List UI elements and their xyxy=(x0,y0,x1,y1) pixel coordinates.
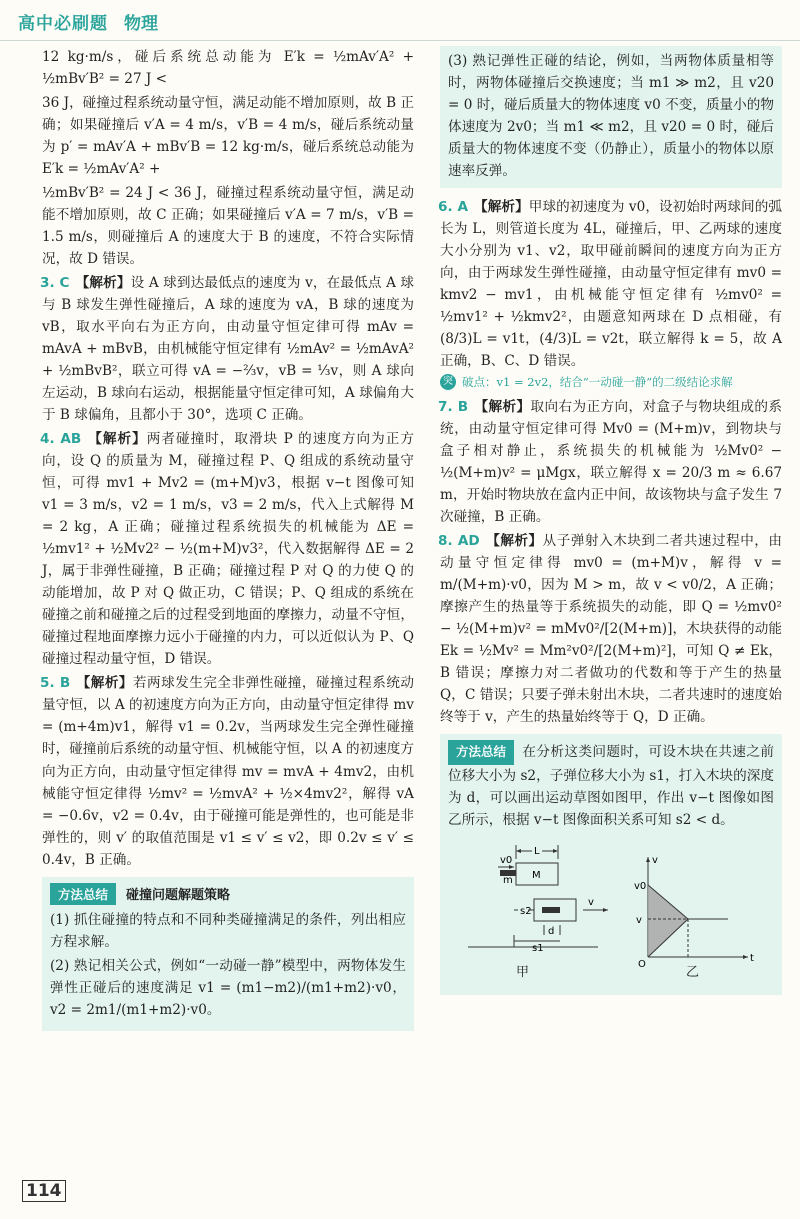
axis-t-label: t xyxy=(750,952,754,964)
origin-label: O xyxy=(638,958,646,970)
breakthrough-icon: 突 xyxy=(440,374,456,390)
breakthrough-text: 破点：v1 = 2v2，结合“一动碰一静”的二级结论求解 xyxy=(462,375,733,390)
question-8-text: 从子弹射入木块到二者共速过程中，由动量守恒定律得 mv0 = (m+M)v，解得 v = m/(M+m)·v0，因为 M > m，故 v < v0/2，A 正确；摩擦产生的热量等于系统损失的动能，即 Q = ½mv0² − ½(M+m)v² = mMv0²/[2(M+m)]，木块获得的动能 Ek = ½Mv² = Mm²v0²/[2(M+m)²]，可知 Q ≠ Ek，B 错误；摩擦力对二者做功的代数和等于产生的热量 Q，C 错误；只要子弹未射出木块，二者共速时的速度始终等于 v，产生的热量始终等于 Q，D 正确。 xyxy=(440,533,783,726)
method-summary-title: 碰撞问题解题策略 xyxy=(126,888,231,904)
question-6-solution xyxy=(440,196,782,372)
left-column xyxy=(42,46,414,1031)
analysis-tag: 【解析】 xyxy=(474,399,531,416)
figure-jia xyxy=(468,845,608,954)
figure-yi xyxy=(634,855,754,970)
method-summary-badge: 方法总结 xyxy=(50,883,116,905)
continuation-line-3: ½mBv′B² = 24 J < 36 J，碰撞过程系统动量守恒，满足动能不增加原则，故 C 正确；如果碰撞后 v′A = 7 m/s，v′B = 1.5 m/s，则碰撞后 A 的速度大于 B 的速度，不符合实际情况，故 D 错误。 xyxy=(42,185,414,268)
question-6-number: 6. A xyxy=(438,199,468,216)
right-column xyxy=(440,46,782,995)
method-summary-header xyxy=(50,883,406,905)
label-s1: s1 xyxy=(532,942,544,954)
breakthrough-note xyxy=(440,374,782,390)
question-4-solution xyxy=(42,428,414,670)
figure-jia-caption: 甲 xyxy=(516,964,530,980)
figure-area xyxy=(448,837,774,987)
method-summary-item-3: (3) 熟记弹性正碰的结论，例如，当两物体质量相等时，两物体碰撞后交换速度；当 m1 ≫ m2，且 v20 = 0 时，碰后质量大的物体速度 v0 不变，质量小的物体速度为 2v0；当 m1 ≪ m2，且 v20 = 0 时，碰后质量大的物体速度不变（仍静止），质量小的物体以原速率反弹。 xyxy=(448,53,774,180)
label-s2: s2 xyxy=(520,905,532,917)
book-title: 高中必刷题 xyxy=(18,13,108,34)
label-v-jia: v xyxy=(588,896,594,908)
method-summary-2-text: 方法总结 在分析这类问题时，可设木块在共速之前位移大小为 s2，子弹位移大小为 s1，打入木块的深度为 d，可以画出运动草图如图甲，作出 v−t 图像如图乙所示，根据 v−t 图像面积关系可知 s2 < d。 xyxy=(448,740,774,830)
v-tick: v xyxy=(636,914,642,926)
continuation-line-2: 36 J，碰撞过程系统动量守恒，满足动能不增加原则，故 B 正确；如果碰撞后 v′A = 4 m/s，v′B = 4 m/s，碰后系统动量为 p′ = mAv′A + mBv′B = 12 kg·m/s，碰后系统总动能为 E′k = ½mAv′A² + xyxy=(42,95,414,178)
continuation-line-1: 12 kg·m/s，碰后系统总动能为 E′k = ½mAv′A² + ½mBv′B² = 27 J < xyxy=(42,49,414,88)
label-L: L xyxy=(534,845,540,857)
question-7-text: 取向右为正方向，对盒子与物块组成的系统，由动量守恒定律可得 Mv0 = (M+m)v，到物块与盒子相对静止，系统损失的机械能为 ½Mv0² − ½(M+m)v² = μMgx，联立解得 x = 20/3 m ≈ 6.67 m，开始时物块放在盒内正中间，故该物块与盒子发生 7 次碰撞，B 正确。 xyxy=(440,399,783,526)
label-M: M xyxy=(532,869,541,881)
analysis-tag: 【解析】 xyxy=(473,199,529,216)
question-7-solution xyxy=(440,396,782,528)
shaded-area xyxy=(648,885,688,957)
motion-sketch-and-vt-graph xyxy=(448,837,778,987)
question-8-solution xyxy=(440,530,782,728)
method-summary-2-badge: 方法总结 xyxy=(448,740,514,764)
question-8-number: 8. AD xyxy=(438,533,480,550)
analysis-tag: 【解析】 xyxy=(76,675,133,692)
question-3-solution xyxy=(42,272,414,426)
method-summary-item-1: (1) 抓住碰撞的特点和不同种类碰撞满足的条件，列出相应方程求解。 xyxy=(50,911,406,950)
figure-yi-caption: 乙 xyxy=(686,964,700,980)
page-number: 114 xyxy=(22,1180,66,1202)
analysis-tag: 【解析】 xyxy=(87,431,147,448)
method-summary-box-2 xyxy=(440,734,782,994)
question-7-number: 7. B xyxy=(438,399,469,416)
label-v0: v0 xyxy=(500,854,513,866)
question-4-number: 4. AB xyxy=(40,431,82,448)
method-summary-box xyxy=(42,877,414,1031)
header-divider xyxy=(0,40,800,41)
label-d: d xyxy=(548,925,555,937)
question-4-text: 两者碰撞时，取滑块 P 的速度方向为正方向，设 Q 的质量为 M，碰撞过程 P、Q 组成的系统动量守恒，可得 mv1 + Mv2 = (m+M)v3，根据 v−t 图像可知 v1 = 3 m/s，v2 = 1 m/s，v3 = 2 m/s，代入上式解得 M = 2 kg，A 正确；碰撞过程系统损失的机械能为 ΔE = ½mv1² + ½Mv2² − ½(m+M)v3²，代入数据解得 ΔE = 2 J，属于非弹性碰撞，B 正确；碰撞过程 P 对 Q 的力使 Q 的动能增加，故 P 对 Q 做正功，C 错误；P、Q 组成的系统在碰撞之前和碰撞之后的过程受到地面的摩擦力，动量不守恒，碰撞过程地面摩擦力远小于碰撞的内力，可以近似认为 P、Q 碰撞过程动量守恒，D 错误。 xyxy=(42,431,414,668)
axis-v-label: v xyxy=(652,854,658,866)
question-6-text: 甲球的初速度为 v0，设初始时两球间的弧长为 L，则管道长度为 4L，碰撞后，甲、乙两球的速度大小分别为 v1、v2，取甲碰前瞬间的速度方向为正方向，由于两球发生弹性碰撞，由动量守恒定律有 mv0 = kmv2 − mv1，由机械能守恒定律有 ½mv0² = ½mv1² + ½kmv2²，由题意知两球在 D 点相碰，有 (8/3)L = v1t，(4/3)L = v2t，联立解得 k = 5，故 A 正确，B、C、D 错误。 xyxy=(440,199,782,370)
subject-title: 物理 xyxy=(124,13,158,34)
question-5-number: 5. B xyxy=(40,675,71,692)
v0-tick: v0 xyxy=(634,880,647,892)
label-m: m xyxy=(503,874,513,886)
analysis-tag: 【解析】 xyxy=(75,275,131,292)
question-3-number: 3. C xyxy=(40,275,70,292)
method-summary-continued xyxy=(440,46,782,188)
method-summary-item-2: (2) 熟记相关公式，例如“一动碰一静”模型中，两物体发生弹性正碰后的速度满足 v1 = (m1−m2)/(m1+m2)·v0，v2 = 2m1/(m1+m2)·v0。 xyxy=(50,957,406,1018)
question-5-text: 若两球发生完全非弹性碰撞，碰撞过程系统动量守恒，以 A 的初速度方向为正方向，由动量守恒定律得 mv = (m+4m)v1，解得 v1 = 0.2v，当两球发生完全弹性碰撞时，碰撞前后系统的动量守恒、机械能守恒，以 A 的初速度方向为正方向，由动量守恒定律得 mv = mvA + 4mv2，由机械能守恒定律得 ½mv² = ½mvA² + ½×4mv2²，解得 vA = −0.6v，v2 = 0.4v，由于碰撞可能是弹性的，也可能是非弹性的，则 v′ 的取值范围是 v1 ≤ v′ ≤ v2，即 0.2v ≤ v′ ≤ 0.4v，B 正确。 xyxy=(42,675,415,868)
page-header xyxy=(18,6,158,36)
question-3-text: 设 A 球到达最低点的速度为 v，在最低点 A 球与 B 球发生弹性碰撞后，A 球的速度为 vA，B 球的速度为 vB，取水平向右为正方向，由动量守恒定律可得 mAv = mAvA + mBvB，由机械能守恒定律有 ½mAv² = ½mAvA² + ½mBvB²，联立可得 vA = −⅔v，vB = ⅓v，则 A 球向左运动，B 球向右运动，根据能量守恒定律可知，A 球偏角大于 B 球偏角，且都小于 30°，选项 C 正确。 xyxy=(42,275,414,424)
question-5-solution xyxy=(42,672,414,870)
analysis-tag: 【解析】 xyxy=(485,533,543,550)
